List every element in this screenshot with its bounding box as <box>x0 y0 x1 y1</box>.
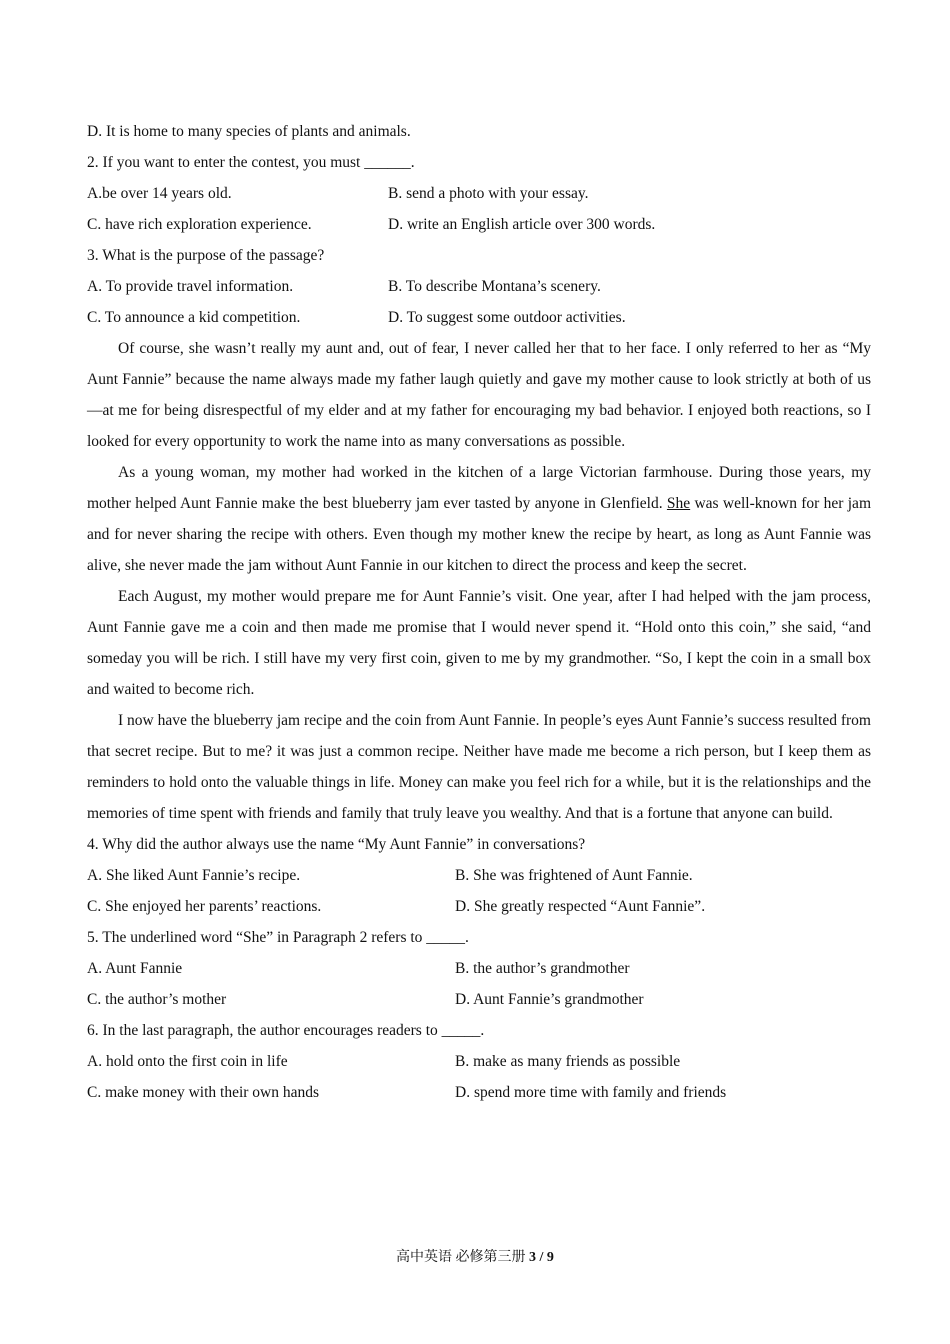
q5-option-d: D. Aunt Fannie’s grandmother <box>455 991 644 1008</box>
q5-option-c: C. the author’s mother <box>87 991 227 1008</box>
q4-option-a: A. She liked Aunt Fannie’s recipe. <box>87 867 301 884</box>
q4-option-c: C. She enjoyed her parents’ reactions. <box>87 898 322 915</box>
q3-option-a: A. To provide travel information. <box>87 278 294 295</box>
q3-stem: 3. What is the purpose of the passage? <box>87 247 325 264</box>
underlined-word-she: She <box>666 495 691 512</box>
passage-paragraph-4: I now have the blueberry jam recipe and the coin from Aunt Fannie. In people’s eyes Aunt Fannie’s success resulted from that secret recipe. But to me? it was just a common recipe. Neither have made me become a rich person, but I keep them as reminders to hold onto the valuable things in life. Money can make you feel rich for a while, but it is the relationships and the memories of time spent with friends and family that truly leave you wealthy. And that is a fortune that anyone can build. <box>87 712 871 822</box>
page-footer <box>0 1246 950 1266</box>
q3-option-b: B. To describe Montana’s scenery. <box>388 278 601 295</box>
q5-options-row-2 <box>87 984 871 1015</box>
q6-option-a: A. hold onto the first coin in life <box>87 1053 288 1070</box>
q6-option-d: D. spend more time with family and friends <box>455 1084 727 1101</box>
q2-option-a: A.be over 14 years old. <box>87 185 232 202</box>
q2-stem: 2. If you want to enter the contest, you must ______. <box>87 154 415 171</box>
paragraph-2-start: As a young woman, my mother had worked in the kitchen of a large Victorian farmhouse. During those years, my mother helped Aunt Fannie make the best blueberry jam ever tasted by anyone in Glenfield. <box>87 464 871 512</box>
q3-option-d: D. To suggest some outdoor activities. <box>388 309 626 326</box>
passage-paragraph-2 <box>87 457 871 581</box>
q5-options-row-1 <box>87 953 871 984</box>
passage-paragraph-1: Of course, she wasn’t really my aunt and, out of fear, I never called her that to her face. I only referred to her as “My Aunt Fannie” because the name always made my father laugh quietly and gave my mother cause to look strictly at both of us—at me for being disrespectful of my elder and at my father for encouraging my bad behavior. I enjoyed both reactions, so I looked for every opportunity to work the name into as many conversations as possible. <box>87 340 871 450</box>
q5-stem: 5. The underlined word “She” in Paragraph 2 refers to _____. <box>87 929 469 946</box>
q4-stem: 4. Why did the author always use the name “My Aunt Fannie” in conversations? <box>87 836 586 853</box>
q2-options-row-1 <box>87 178 871 209</box>
paragraph-2-end: was well-known for her jam and for never sharing the recipe with others. Even though my mother knew the recipe by heart, as long as Aunt Fannie was alive, she never made the jam without Aunt Fannie in our kitchen to direct the process and keep the secret. <box>87 495 871 574</box>
q3-options-row-2 <box>87 302 871 333</box>
q6-option-c: C. make money with their own hands <box>87 1084 320 1101</box>
q4-option-d: D. She greatly respected “Aunt Fannie”. <box>455 898 706 915</box>
q6-options-row-1 <box>87 1046 871 1077</box>
q2-options-row-2 <box>87 209 871 240</box>
q3-option-c: C. To announce a kid competition. <box>87 309 301 326</box>
q5-option-b: B. the author’s grandmother <box>455 960 630 977</box>
q4-option-b: B. She was frightened of Aunt Fannie. <box>455 867 693 884</box>
q1-option-d: D. It is home to many species of plants and animals. <box>87 123 411 140</box>
q2-option-c: C. have rich exploration experience. <box>87 216 312 233</box>
q2-option-b: B. send a photo with your essay. <box>388 185 589 202</box>
q3-options-row-1 <box>87 271 871 302</box>
page-number: 3 / 9 <box>529 1250 554 1265</box>
q4-options-row-2 <box>87 891 871 922</box>
q4-options-row-1 <box>87 860 871 891</box>
q6-option-b: B. make as many friends as possible <box>455 1053 681 1070</box>
passage-paragraph-3: Each August, my mother would prepare me for Aunt Fannie’s visit. One year, after I had helped with the jam process, Aunt Fannie gave me a coin and then made me promise that I would never spend it. “Hold onto this coin,” she said, “and someday you will be rich. I still have my very first coin, given to me by my grandmother. “So, I kept the coin in a small box and waited to become rich. <box>87 588 871 698</box>
q6-options-row-2 <box>87 1077 871 1108</box>
q2-option-d: D. write an English article over 300 words. <box>388 216 656 233</box>
q5-option-a: A. Aunt Fannie <box>87 960 183 977</box>
document-page <box>87 116 871 1108</box>
footer-course: 高中英语 必修第三册 <box>396 1250 526 1265</box>
q6-stem: 6. In the last paragraph, the author encourages readers to _____. <box>87 1022 485 1039</box>
